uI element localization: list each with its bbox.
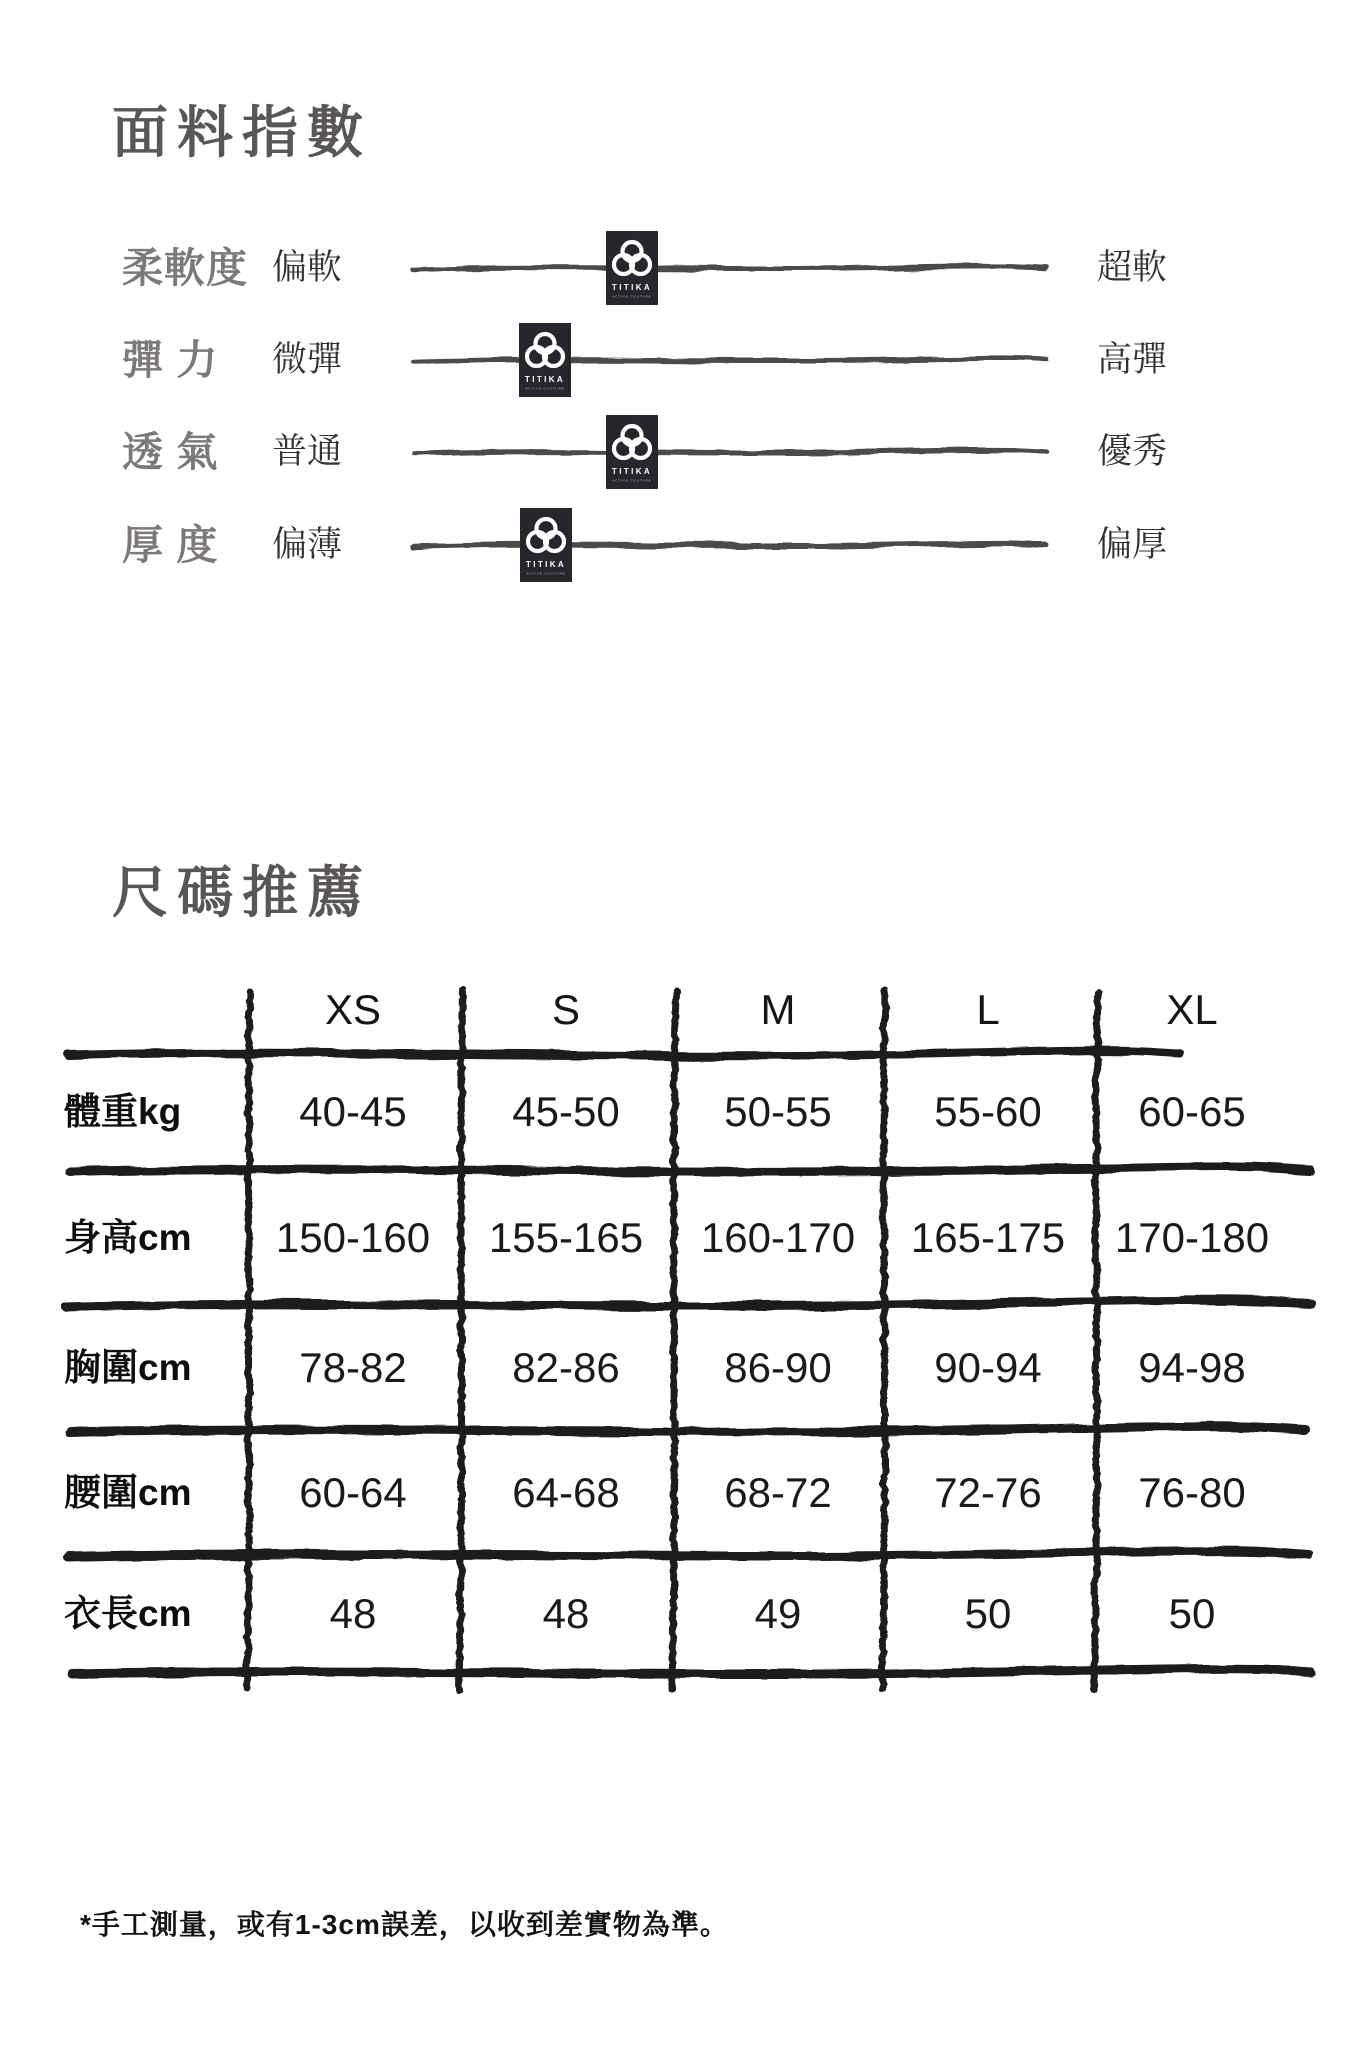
titika-marker [606, 415, 658, 489]
table-cell: 50-55 [724, 1088, 832, 1135]
size-row-label-garment-length: 衣長cm [64, 1593, 192, 1634]
size-column-header-l: L [976, 986, 1000, 1033]
fabric-row-breathability [0, 415, 1365, 489]
fabric-row-left-level: 偏軟 [272, 248, 343, 288]
table-cell: 49 [754, 1590, 802, 1637]
fabric-row-label: 透 氣 [122, 429, 219, 475]
size-column-header-xl: XL [1166, 986, 1218, 1033]
fabric-row-left-level: 普通 [272, 432, 343, 472]
table-cell: 48 [329, 1590, 377, 1637]
table-cell: 160-170 [700, 1214, 856, 1261]
table-cell: 60-64 [299, 1469, 407, 1516]
titika-marker [520, 508, 572, 582]
titika-wordmark: TITIKA [611, 283, 652, 292]
size-column-header-s: S [551, 986, 580, 1033]
fabric-row-label: 柔軟度 [122, 245, 248, 291]
table-cell: 90-94 [934, 1344, 1042, 1391]
table-cell: 150-160 [275, 1214, 431, 1261]
size-column-header-xs: XS [324, 986, 382, 1033]
titika-wordmark: TITIKA [524, 375, 565, 384]
titika-wordmark: TITIKA [526, 560, 567, 569]
table-cell: 48 [542, 1590, 590, 1637]
size-row-label-chest: 胸圍cm [64, 1347, 192, 1388]
table-cell: 165-175 [910, 1214, 1066, 1261]
fabric-row-softness [0, 231, 1365, 305]
table-cell: 45-50 [512, 1088, 620, 1135]
table-cell: 78-82 [299, 1344, 407, 1391]
table-cell: 50 [1168, 1590, 1216, 1637]
fabric-row-left-level: 微彈 [272, 340, 343, 380]
fabric-slider-lines [414, 266, 1046, 547]
table-cell: 86-90 [724, 1344, 832, 1391]
fabric-row-thickness [0, 508, 1365, 582]
table-cell: 60-65 [1138, 1088, 1246, 1135]
size-row-label-height: 身高cm [64, 1217, 192, 1258]
measurement-disclaimer-note: *手工測量，或有1-3cm誤差，以收到差實物為準。 [80, 1909, 729, 1940]
fabric-index-title: 面料指數 [112, 101, 372, 164]
table-cell: 76-80 [1138, 1469, 1246, 1516]
fabric-row-label: 厚 度 [122, 522, 219, 568]
table-cell: 40-45 [299, 1088, 407, 1135]
fabric-row-left-level: 偏薄 [272, 525, 343, 565]
table-cell: 94-98 [1138, 1344, 1246, 1391]
table-cell: 170-180 [1114, 1214, 1270, 1261]
titika-subtext: ACTIVE COUTURE [525, 386, 565, 391]
table-cell: 55-60 [934, 1088, 1042, 1135]
fabric-row-label: 彈 力 [122, 337, 219, 383]
titika-subtext: ACTIVE COUTURE [612, 478, 652, 483]
titika-subtext: ACTIVE COUTURE [612, 294, 652, 299]
size-row-label-weight: 體重kg [64, 1091, 182, 1132]
titika-subtext: ACTIVE COUTURE [526, 571, 566, 576]
fabric-row-elasticity [0, 323, 1365, 397]
table-cell: 72-76 [934, 1469, 1042, 1516]
table-cell: 82-86 [512, 1344, 620, 1391]
table-cell: 68-72 [724, 1469, 832, 1516]
titika-marker [606, 231, 658, 305]
fabric-row-right-level: 偏厚 [1097, 525, 1168, 565]
table-cell: 155-165 [488, 1214, 644, 1261]
table-cell: 50 [964, 1590, 1012, 1637]
fabric-row-right-level: 優秀 [1097, 432, 1168, 472]
fabric-row-right-level: 高彈 [1097, 340, 1168, 380]
fabric-row-right-level: 超軟 [1097, 248, 1168, 288]
size-recommendation-title: 尺碼推薦 [112, 861, 372, 924]
size-row-label-waist: 腰圍cm [64, 1472, 192, 1513]
titika-wordmark: TITIKA [611, 467, 652, 476]
size-column-header-m: M [760, 986, 796, 1033]
table-cell: 64-68 [512, 1469, 620, 1516]
titika-marker [519, 323, 571, 397]
